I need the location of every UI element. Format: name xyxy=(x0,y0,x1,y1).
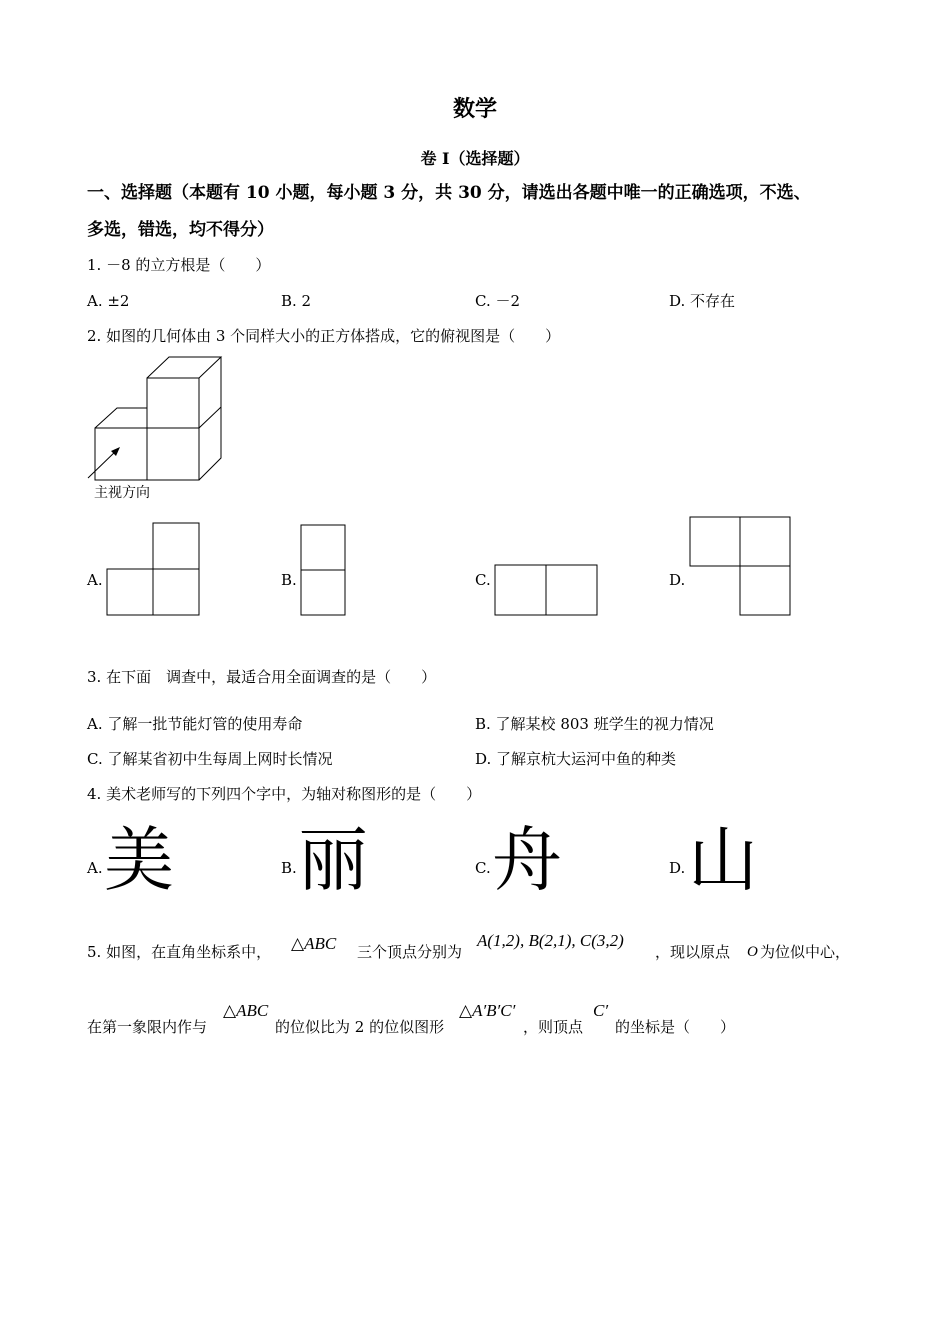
q5-vertex-c-prime: C′ xyxy=(593,1001,609,1020)
q1-option-c: C. －2 xyxy=(475,292,521,310)
q1-stem: 1. －8 的立方根是（ ） xyxy=(87,256,271,274)
q4-option-c: C. xyxy=(475,859,491,877)
q2-figure-caption: 主视方向 xyxy=(94,485,150,501)
q3-option-a: A. 了解一批节能灯管的使用寿命 xyxy=(87,715,303,733)
q5-text-1: 5. 如图，在直角坐标系中， xyxy=(87,943,272,961)
q2-option-b-figure xyxy=(300,524,348,618)
q5-origin-o: O xyxy=(747,944,758,960)
q4-glyph-c: 舟 xyxy=(492,819,562,901)
q3-stem: 3. 在下面 调查中，最适合用全面调查的是（ ） xyxy=(87,668,437,686)
q2-option-d-figure xyxy=(688,516,792,618)
page-title: 数学 xyxy=(452,96,497,122)
q2-option-a-figure xyxy=(106,522,201,617)
q5-coordinates: A(1,2), B(2,1), C(3,2) xyxy=(477,931,624,950)
q1-option-b: B. 2 xyxy=(281,292,312,310)
q3-option-d: D. 了解京杭大运河中鱼的种类 xyxy=(475,750,677,768)
q2-option-b: B. xyxy=(281,571,297,589)
q3-option-b: B. 了解某校 803 班学生的视力情况 xyxy=(475,715,714,733)
q2-cube-figure xyxy=(80,350,230,490)
exam-part-title: 卷 I（选择题） xyxy=(420,149,530,168)
q4-glyph-a: 美 xyxy=(104,819,174,901)
q4-glyph-d: 山 xyxy=(688,819,758,901)
q4-option-a: A. xyxy=(87,859,103,877)
q4-option-b: B. xyxy=(281,859,297,877)
q5-text-3: ，现以原点 xyxy=(655,943,731,961)
q3-option-c: C. 了解某省初中生每周上网时长情况 xyxy=(87,750,333,768)
q5-text-8: 的坐标是（ ） xyxy=(615,1018,736,1036)
q2-stem: 2. 如图的几何体由 3 个同样大小的正方体搭成，它的俯视图是（ ） xyxy=(87,327,561,345)
q4-stem: 4. 美术老师写的下列四个字中，为轴对称图形的是（ ） xyxy=(87,785,482,803)
q5-text-7: ，则顶点 xyxy=(523,1018,584,1036)
q1-option-d: D. 不存在 xyxy=(669,292,736,310)
section-heading-line2: 多选，错选，均不得分） xyxy=(87,220,274,240)
q5-text-4: 为位似中心， xyxy=(760,943,851,961)
section-heading-line1: 一、选择题（本题有 10 小题，每小题 3 分，共 30 分，请选出各题中唯一的正确选项，不选、 xyxy=(87,183,811,203)
q2-option-c-figure xyxy=(494,564,600,618)
q5-text-2: 三个顶点分别为 xyxy=(357,943,463,961)
q2-option-c: C. xyxy=(475,571,491,589)
q5-text-6: 的位似比为 2 的位似图形 xyxy=(275,1018,445,1036)
q4-glyph-b: 丽 xyxy=(298,819,368,901)
q1-option-a: A. ±2 xyxy=(87,292,130,310)
q5-triangle-abc: △ABC xyxy=(291,934,337,953)
q4-option-d: D. xyxy=(669,859,686,877)
q5-triangle-abc-prime: △A′B′C′ xyxy=(459,1001,516,1020)
q5-triangle-abc-2: △ABC xyxy=(223,1001,269,1020)
q2-option-d: D. xyxy=(669,571,686,589)
q5-text-5: 在第一象限内作与 xyxy=(87,1018,208,1036)
q2-option-a: A. xyxy=(87,571,103,589)
